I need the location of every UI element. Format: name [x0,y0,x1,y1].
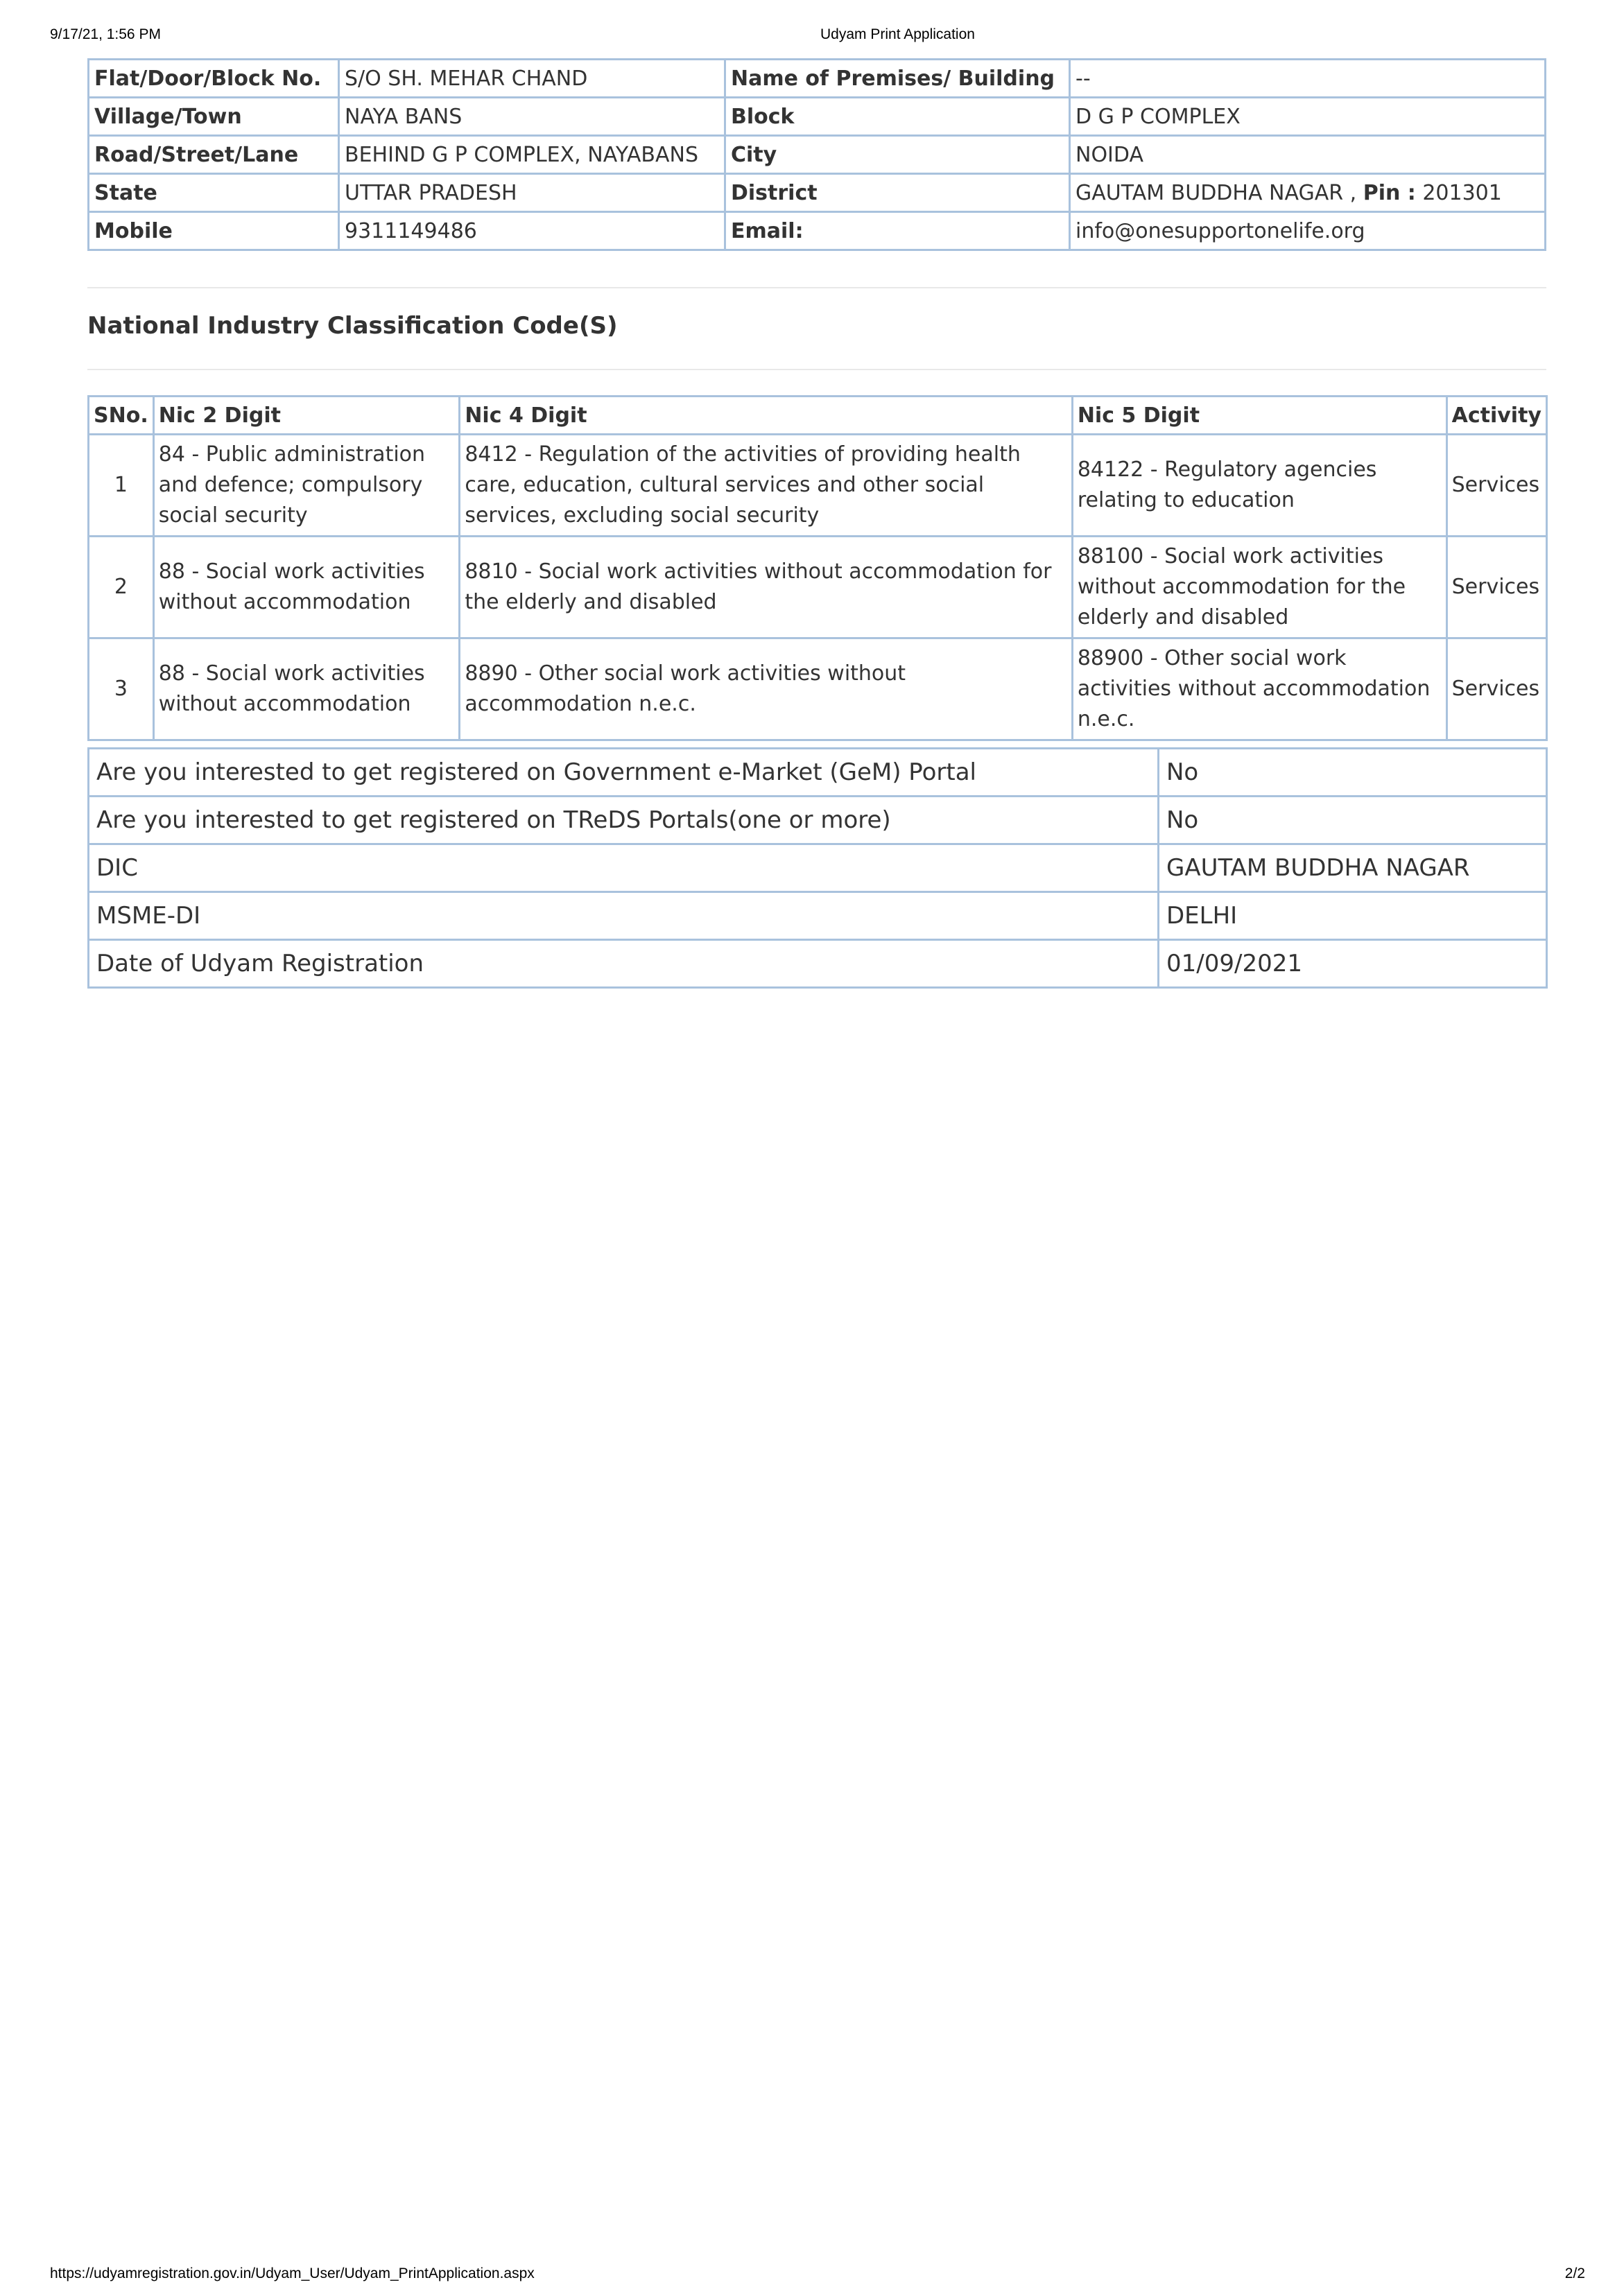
col-header-activity: Activity [1446,397,1546,435]
print-datetime: 9/17/21, 1:56 PM [50,26,161,42]
nic-table [87,395,1548,741]
email-value: info@onesupportonelife.org [1070,212,1546,250]
col-header-sno: SNo. [89,397,154,435]
table-row [89,212,1546,250]
registration-date-label: Date of Udyam Registration [89,940,1159,988]
col-header-nic5: Nic 5 Digit [1072,397,1446,435]
state-label: State [89,174,339,212]
msme-di-label: MSME-DI [89,892,1159,940]
nic5-cell: 88900 - Other social work activities without accommodation n.e.c. [1072,638,1446,740]
sno-cell: 1 [89,435,154,537]
table-row [89,435,1547,537]
district-cell [1070,174,1546,212]
divider [87,369,1546,370]
city-value: NOIDA [1070,136,1546,174]
registration-date-value: 01/09/2021 [1159,940,1547,988]
village-label: Village/Town [89,98,339,136]
road-label: Road/Street/Lane [89,136,339,174]
address-table [87,58,1546,251]
district-value: GAUTAM BUDDHA NAGAR , [1076,180,1357,205]
table-row [89,537,1547,638]
email-label: Email: [725,212,1070,250]
treds-answer: No [1159,797,1547,844]
table-row [89,844,1547,892]
nic4-cell: 8412 - Regulation of the activities of providing health care, education, cultural services and other social services, excluding social security [460,435,1072,537]
road-value: BEHIND G P COMPLEX, NAYABANS [339,136,725,174]
dic-label: DIC [89,844,1159,892]
col-header-nic4: Nic 4 Digit [460,397,1072,435]
table-header-row [89,397,1547,435]
flat-value: S/O SH. MEHAR CHAND [339,60,725,98]
divider [87,287,1546,288]
print-title: Udyam Print Application [820,26,975,42]
table-row [89,940,1547,988]
premises-value: -- [1070,60,1546,98]
col-header-nic2: Nic 2 Digit [153,397,460,435]
block-label: Block [725,98,1070,136]
registration-details-table [87,747,1548,989]
table-row [89,797,1547,844]
table-row [89,638,1547,740]
premises-label: Name of Premises/ Building [725,60,1070,98]
district-label: District [725,174,1070,212]
dic-value: GAUTAM BUDDHA NAGAR [1159,844,1547,892]
sno-cell: 3 [89,638,154,740]
table-row [89,98,1546,136]
treds-question: Are you interested to get registered on TReDS Portals(one or more) [89,797,1159,844]
block-value: D G P COMPLEX [1070,98,1546,136]
activity-cell: Services [1446,537,1546,638]
nic2-cell: 88 - Social work activities without accommodation [153,638,460,740]
village-value: NAYA BANS [339,98,725,136]
state-value: UTTAR PRADESH [339,174,725,212]
nic2-cell: 84 - Public administration and defence; compulsory social security [153,435,460,537]
nic4-cell: 8890 - Other social work activities without accommodation n.e.c. [460,638,1072,740]
flat-label: Flat/Door/Block No. [89,60,339,98]
nic2-cell: 88 - Social work activities without accommodation [153,537,460,638]
pin-value: 201301 [1422,180,1502,205]
mobile-value: 9311149486 [339,212,725,250]
page-number: 2/2 [1564,2265,1585,2281]
gem-question: Are you interested to get registered on Government e-Market (GeM) Portal [89,749,1159,797]
table-row [89,136,1546,174]
city-label: City [725,136,1070,174]
table-row [89,892,1547,940]
section-title: National Industry Classification Code(S) [87,312,618,340]
nic5-cell: 88100 - Social work activities without accommodation for the elderly and disabled [1072,537,1446,638]
gem-answer: No [1159,749,1547,797]
table-row [89,749,1547,797]
table-row [89,60,1546,98]
activity-cell: Services [1446,638,1546,740]
pin-label: Pin : [1363,180,1416,205]
nic5-cell: 84122 - Regulatory agencies relating to education [1072,435,1446,537]
activity-cell: Services [1446,435,1546,537]
mobile-label: Mobile [89,212,339,250]
page-url: https://udyamregistration.gov.in/Udyam_User/Udyam_PrintApplication.aspx [50,2265,535,2281]
table-row [89,174,1546,212]
msme-di-value: DELHI [1159,892,1547,940]
sno-cell: 2 [89,537,154,638]
nic4-cell: 8810 - Social work activities without accommodation for the elderly and disabled [460,537,1072,638]
